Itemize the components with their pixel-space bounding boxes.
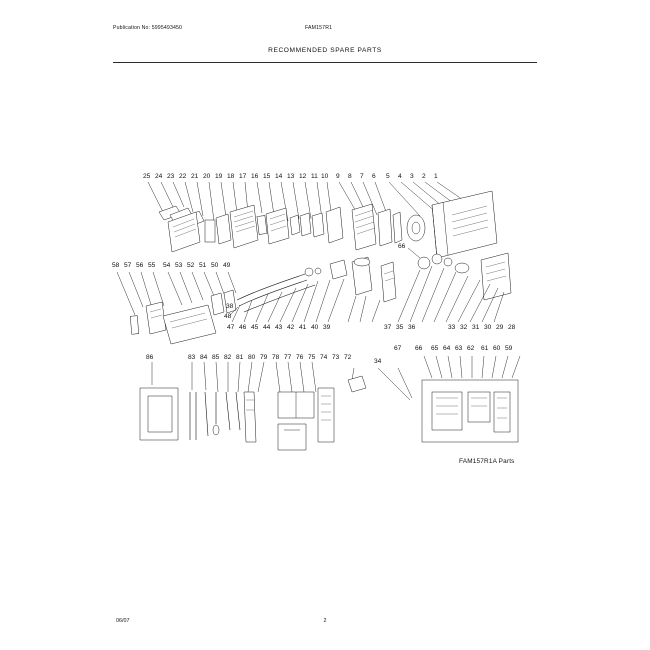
callout-39: 39 (323, 324, 331, 331)
callout-3: 3 (410, 173, 414, 180)
callout-83: 83 (188, 354, 196, 361)
callout-5: 5 (386, 173, 390, 180)
callout-82: 82 (224, 354, 232, 361)
callout-40: 40 (311, 324, 319, 331)
callout-56: 56 (136, 262, 144, 269)
callout-29: 29 (496, 324, 504, 331)
callout-33: 33 (448, 324, 456, 331)
callout-7: 7 (360, 173, 364, 180)
callout-57: 57 (124, 262, 132, 269)
callout-78: 78 (272, 354, 280, 361)
callout-74: 74 (320, 354, 328, 361)
callout-46: 46 (239, 324, 247, 331)
callout-49: 49 (223, 262, 231, 269)
callout-73: 73 (332, 354, 340, 361)
callout-64: 64 (443, 345, 451, 352)
callout-62: 62 (467, 345, 475, 352)
callout-13: 13 (287, 173, 295, 180)
callout-30: 30 (484, 324, 492, 331)
footer-date: 06/07 (116, 618, 130, 624)
callout-76: 76 (296, 354, 304, 361)
callout-63: 63 (455, 345, 463, 352)
callout-15: 15 (263, 173, 271, 180)
callout-42: 42 (287, 324, 295, 331)
callout-59: 59 (505, 345, 513, 352)
callout-28: 28 (508, 324, 516, 331)
callout-37: 37 (384, 324, 392, 331)
callout-23: 23 (167, 173, 175, 180)
callout-80b: 80 (248, 354, 256, 361)
callout-44: 44 (263, 324, 271, 331)
callout-51: 51 (199, 262, 207, 269)
callout-2: 2 (422, 173, 426, 180)
diagram-caption: FAM157R1A Parts (459, 458, 515, 465)
callout-6: 6 (372, 173, 376, 180)
callout-58: 58 (112, 262, 120, 269)
footer-page-number: 2 (323, 618, 327, 624)
callout-24: 24 (155, 173, 163, 180)
callout-55: 55 (148, 262, 156, 269)
callout-66: 66 (398, 243, 406, 250)
callout-48: 48 (224, 313, 232, 320)
callout-32: 32 (460, 324, 468, 331)
callout-86: 86 (146, 354, 154, 361)
callout-9: 9 (336, 173, 340, 180)
callout-75: 75 (308, 354, 316, 361)
callout-22: 22 (179, 173, 187, 180)
callout-72: 72 (344, 354, 352, 361)
callout-35: 35 (396, 324, 404, 331)
callout-11: 11 (311, 173, 318, 180)
publication-number: Publication No: 5995493450 (113, 25, 183, 31)
callout-41: 41 (299, 324, 307, 331)
callout-67: 67 (394, 345, 402, 352)
callout-1: 1 (434, 173, 438, 180)
callout-65: 65 (431, 345, 439, 352)
callout-18: 18 (227, 173, 235, 180)
callout-14: 14 (275, 173, 283, 180)
callout-45: 45 (251, 324, 259, 331)
callout-50: 50 (211, 262, 219, 269)
callout-85: 85 (212, 354, 220, 361)
callout-25: 25 (143, 173, 151, 180)
callout-79b: 79 (260, 354, 268, 361)
callout-54: 54 (163, 262, 171, 269)
callout-43: 43 (275, 324, 283, 331)
page-title: RECOMMENDED SPARE PARTS (268, 47, 382, 54)
callout-60: 60 (493, 345, 501, 352)
callout-36: 36 (408, 324, 416, 331)
callout-12: 12 (299, 173, 307, 180)
callout-34: 34 (374, 358, 382, 365)
callout-20: 20 (203, 173, 211, 180)
callout-10: 10 (321, 173, 329, 180)
callout-53: 53 (175, 262, 183, 269)
callout-4: 4 (398, 173, 402, 180)
callout-16: 16 (251, 173, 259, 180)
callout-38: 38 (226, 303, 234, 310)
callout-61: 61 (481, 345, 489, 352)
callout-77: 77 (284, 354, 292, 361)
callout-21: 21 (191, 173, 199, 180)
callout-47: 47 (227, 324, 235, 331)
model-number: FAM157R1 (305, 25, 333, 31)
callout-81: 81 (236, 354, 244, 361)
callout-52: 52 (187, 262, 195, 269)
callout-66b: 66 (415, 345, 423, 352)
callout-19: 19 (215, 173, 223, 180)
callout-84: 84 (200, 354, 208, 361)
callout-17: 17 (239, 173, 247, 180)
callout-8: 8 (348, 173, 352, 180)
callout-31: 31 (472, 324, 480, 331)
